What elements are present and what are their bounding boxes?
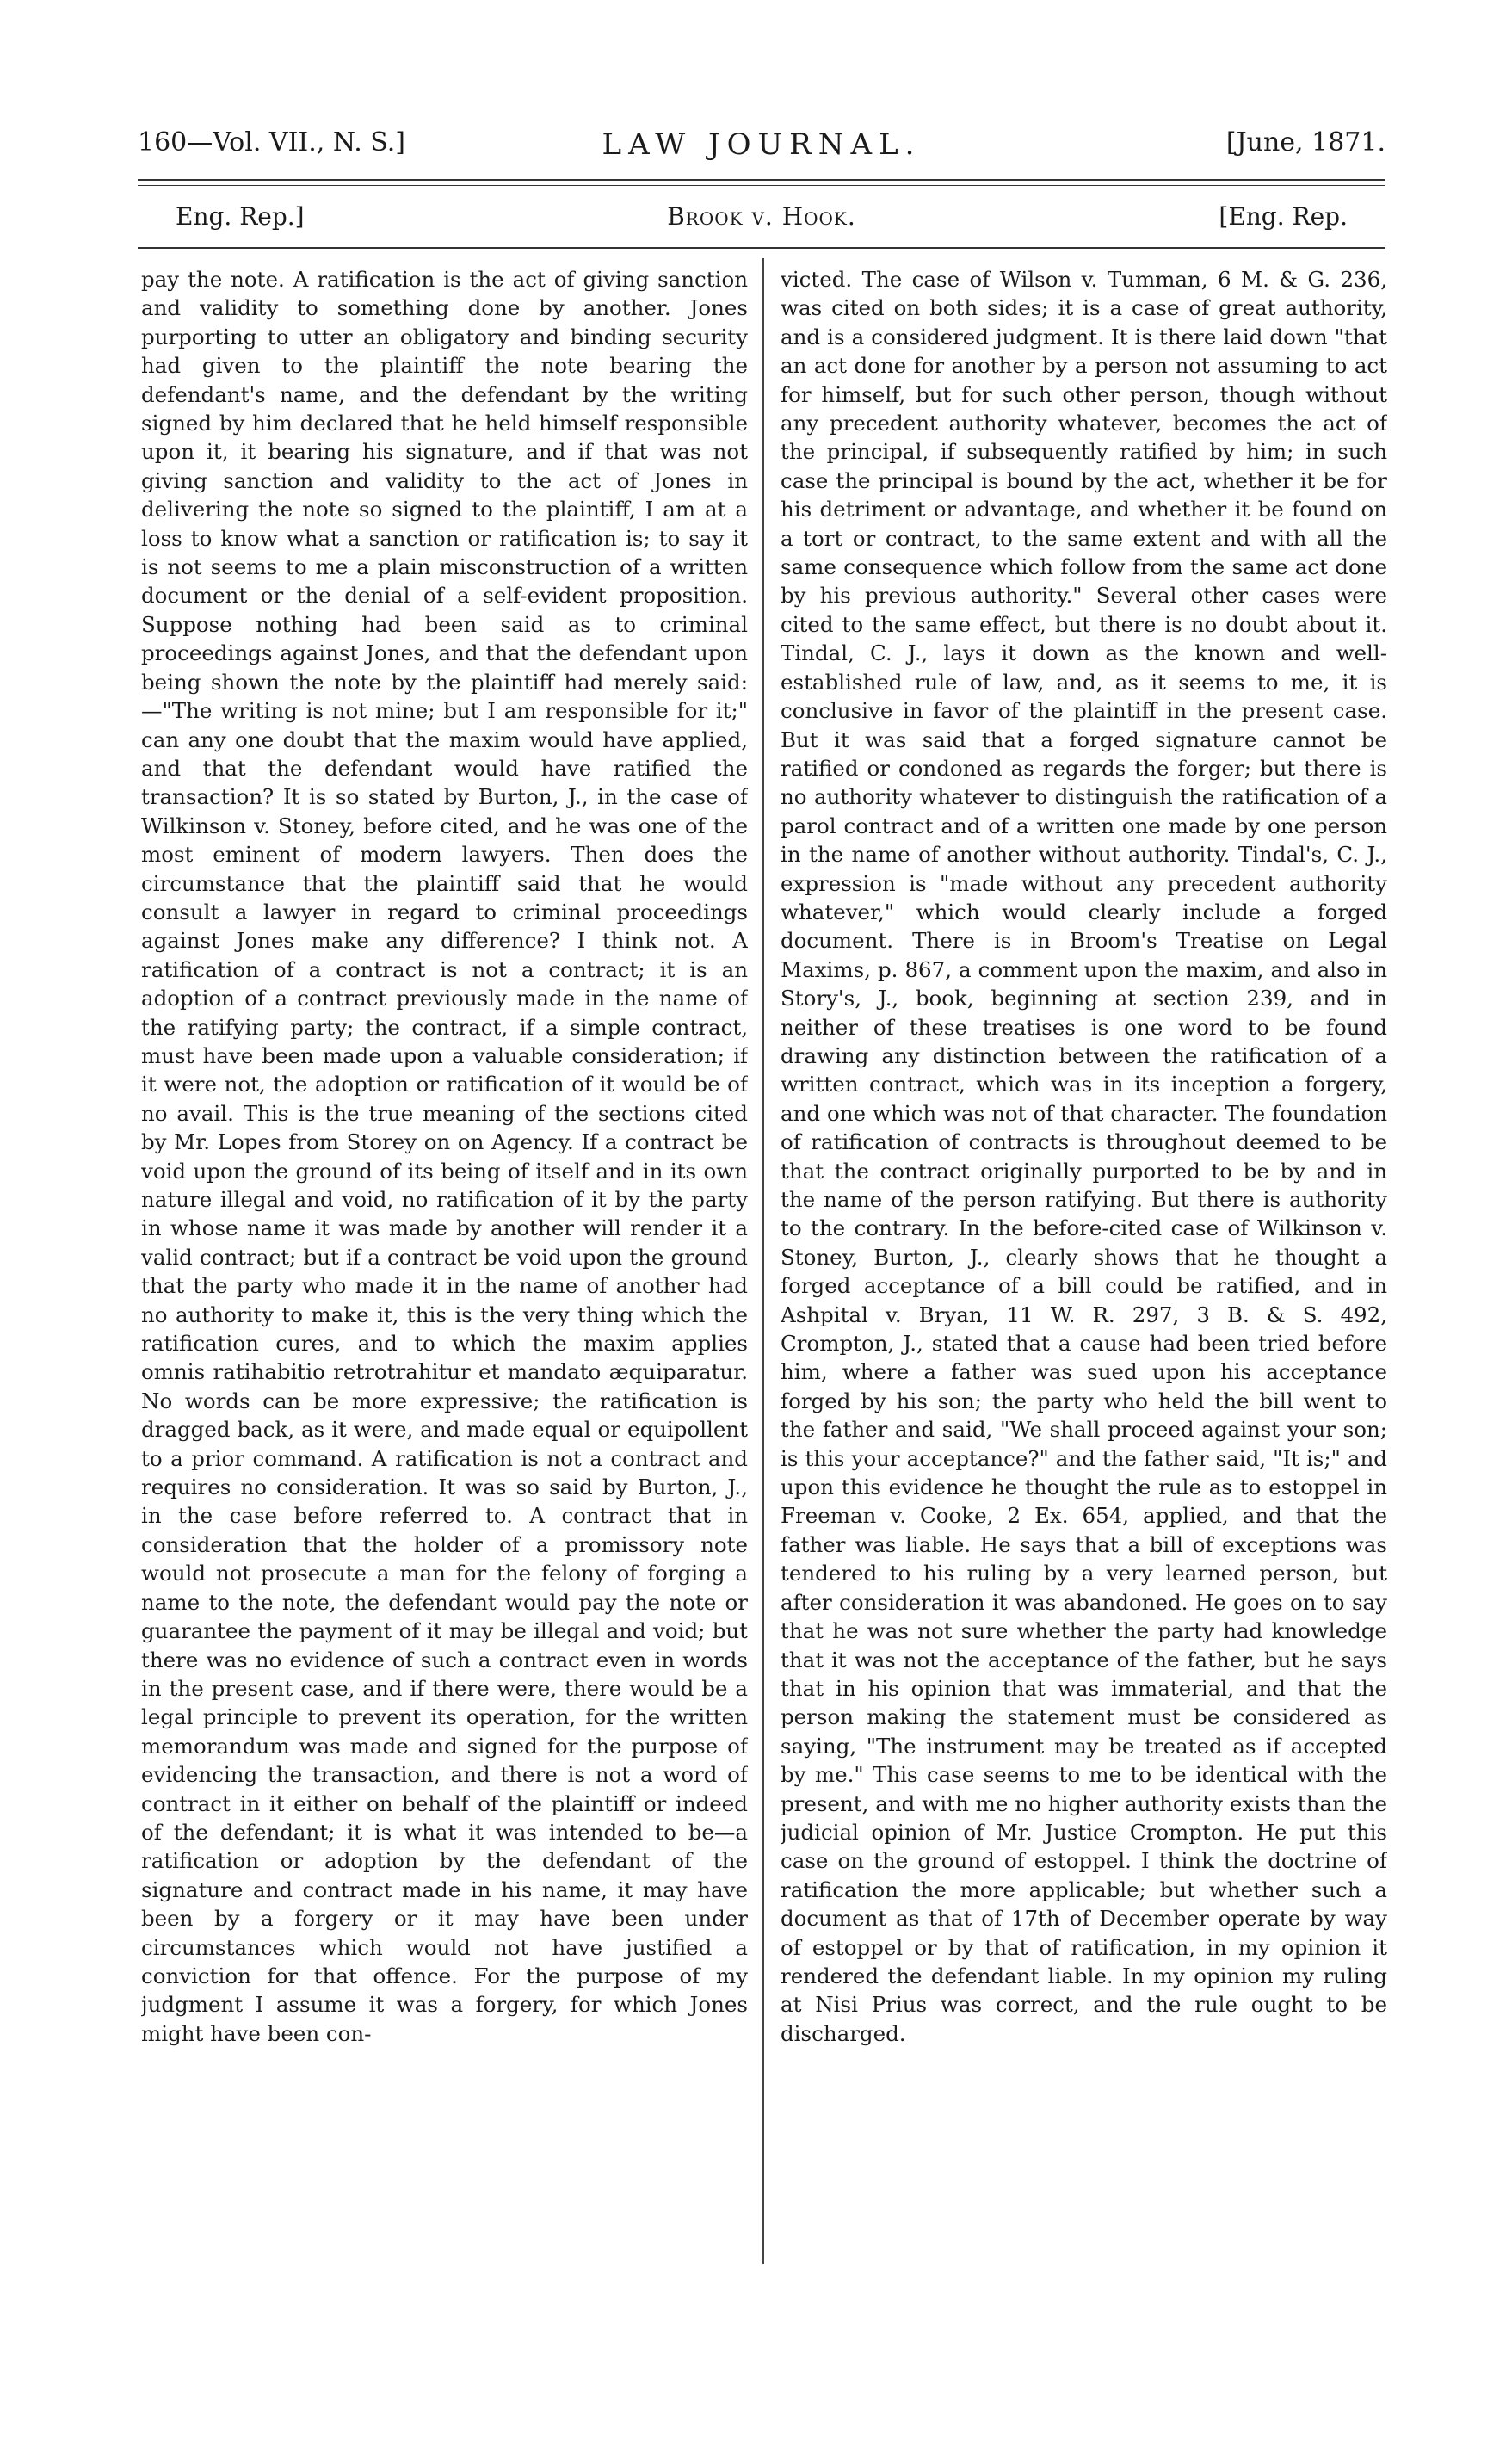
column-divider: [762, 258, 764, 2264]
right-column-text: victed. The case of Wilson v. Tumman, 6 M. & G. 236, was cited on both sides; it is a case of great authority, and is a considered judgment. It is there laid down "that an act done for another by a person not assuming to act for himself, but for such other person, though without any precedent authority whatever, becomes the act of the principal, if subsequently ratified by him; in such case the principal is bound by the act, whether it be for his detriment or advantage, and whether it be found on a tort or contract, to the same extent and with all the same consequence which follow from the same act done by his previous authority." Several other cases were cited to the same effect, but there is no doubt about it. Tindal, C. J., lays it down as the known and well-established rule of law, and, as it seems to me, it is conclusive in favor of the plaintiff in the present case. But it was said that a forged signature cannot be ratified or condoned as regards the forger; but there is no authority whatever to distinguish the ratification of a parol contract and of a written one made by one person in the name of another without authority. Tindal's, C. J., expression is "made without any precedent authority whatever," which would clearly include a forged document. There is in Broom's Treatise on Legal Maxims, p. 867, a comment upon the maxim, and also in Story's, J., book, beginning at section 239, and in neither of these treatises is one word to be found drawing any distinction between the ratification of a written contract, which was in its inception a forgery, and one which was not of that character. The foundation of ratification of contracts is throughout deemed to be that the contract originally purported to be by and in the name of the person ratifying. But there is authority to the contrary. In the before-cited case of Wilkinson v. Stoney, Burton, J., clearly shows that he thought a forged acceptance of a bill could be ratified, and in Ashpital v. Bryan, 11 W. R. 297, 3 B. & S. 492, Crompton, J., stated that a cause had been tried before him, where a father was sued upon his acceptance forged by his son; the party who held the bill went to the father and said, "We shall proceed against your son; is this your acceptance?" and the father said, "It is;" and upon this evidence he thought the rule as to estoppel in Freeman v. Cooke, 2 Ex. 654, applied, and that the father was liable. He says that a bill of exceptions was tendered to his ruling by a very learned person, but after consideration it was abandoned. He goes on to say that he was not sure whether the party had knowledge that it was not the acceptance of the father, but he says that in his opinion that was immaterial, and that the person making the statement must be considered as saying, "The instrument may be treated as if accepted by me." This case seems to me to be identical with the present, and with me no higher authority exists than the judicial opinion of Mr. Justice Crompton. He put this case on the ground of estoppel. I think the doctrine of ratification the more applicable; but whether such a document as that of 17th of December operate by way of estoppel or by that of ratification, in my opinion it rendered the defendant liable. In my opinion my ruling at Nisi Prius was correct, and the rule ought to be discharged.: [781, 267, 1387, 2046]
right-column: [781, 265, 1387, 2262]
case-title: Brook v. Hook.: [667, 202, 856, 231]
report-label-left: Eng. Rep.]: [176, 202, 305, 231]
left-column: [141, 265, 748, 2262]
left-column-text: pay the note. A ratification is the act of giving sanction and validity to something done by another. Jones purporting to utter an obligatory and binding security had given to the plaintiff the note bearing the defendant's name, and the defendant by the writing signed by him declared that he held himself responsible upon it, it bearing his signature, and if that was not giving sanction and validity to the act of Jones in delivering the note so signed to the plaintiff, I am at a loss to know what a sanction or ratification is; to say it is not seems to me a plain misconstruction of a written document or the denial of a self-evident proposition. Suppose nothing had been said as to criminal proceedings against Jones, and that the defendant upon being shown the note by the plaintiff had merely said:—"The writing is not mine; but I am responsible for it;" can any one doubt that the maxim would have applied, and that the defendant would have ratified the transaction? It is so stated by Burton, J., in the case of Wilkinson v. Stoney, before cited, and he was one of the most eminent of modern lawyers. Then does the circumstance that the plaintiff said that he would consult a lawyer in regard to criminal proceedings against Jones make any difference? I think not. A ratification of a contract is not a contract; it is an adoption of a contract previously made in the name of the ratifying party; the contract, if a simple contract, must have been made upon a valuable consideration; if it were not, the adoption or ratification of it would be of no avail. This is the true meaning of the sections cited by Mr. Lopes from Storey on on Agency. If a contract be void upon the ground of its being of itself and in its own nature illegal and void, no ratification of it by the party in whose name it was made by another will render it a valid contract; but if a contract be void upon the ground that the party who made it in the name of another had no authority to make it, this is the very thing which the ratification cures, and to which the maxim applies omnis ratihabitio retrotrahitur et mandato æquiparatur. No words can be more expressive; the ratification is dragged back, as it were, and made equal or equipollent to a prior command. A ratification is not a contract and requires no consideration. It was so said by Burton, J., in the case before referred to. A contract that in consideration that the holder of a promissory note would not prosecute a man for the felony of forging a name to the note, the defendant would pay the note or guarantee the payment of it may be illegal and void; but there was no evidence of such a contract even in words in the present case, and if there were, there would be a legal principle to prevent its operation, for the written memorandum was made and signed for the purpose of evidencing the transaction, and there is not a word of contract in it either on behalf of the plaintiff or indeed of the defendant; it is what it was intended to be—a ratification or adoption by the defendant of the signature and contract made in his name, it may have been by a forgery or it may have been under circumstances which would not have justified a conviction for that offence. For the purpose of my judgment I assume it was a forgery, for which Jones might have been con-: [141, 267, 748, 2046]
volume-page-label: 160—Vol. VII., N. S.]: [138, 127, 406, 158]
header-double-rule: [138, 179, 1385, 186]
issue-date: [June, 1871.: [1225, 127, 1385, 158]
report-label-right: [Eng. Rep.: [1219, 202, 1348, 231]
case-header: [138, 202, 1385, 237]
subheader-rule: [138, 247, 1385, 249]
running-header: [138, 127, 1385, 165]
journal-title: LAW JOURNAL.: [602, 127, 922, 162]
